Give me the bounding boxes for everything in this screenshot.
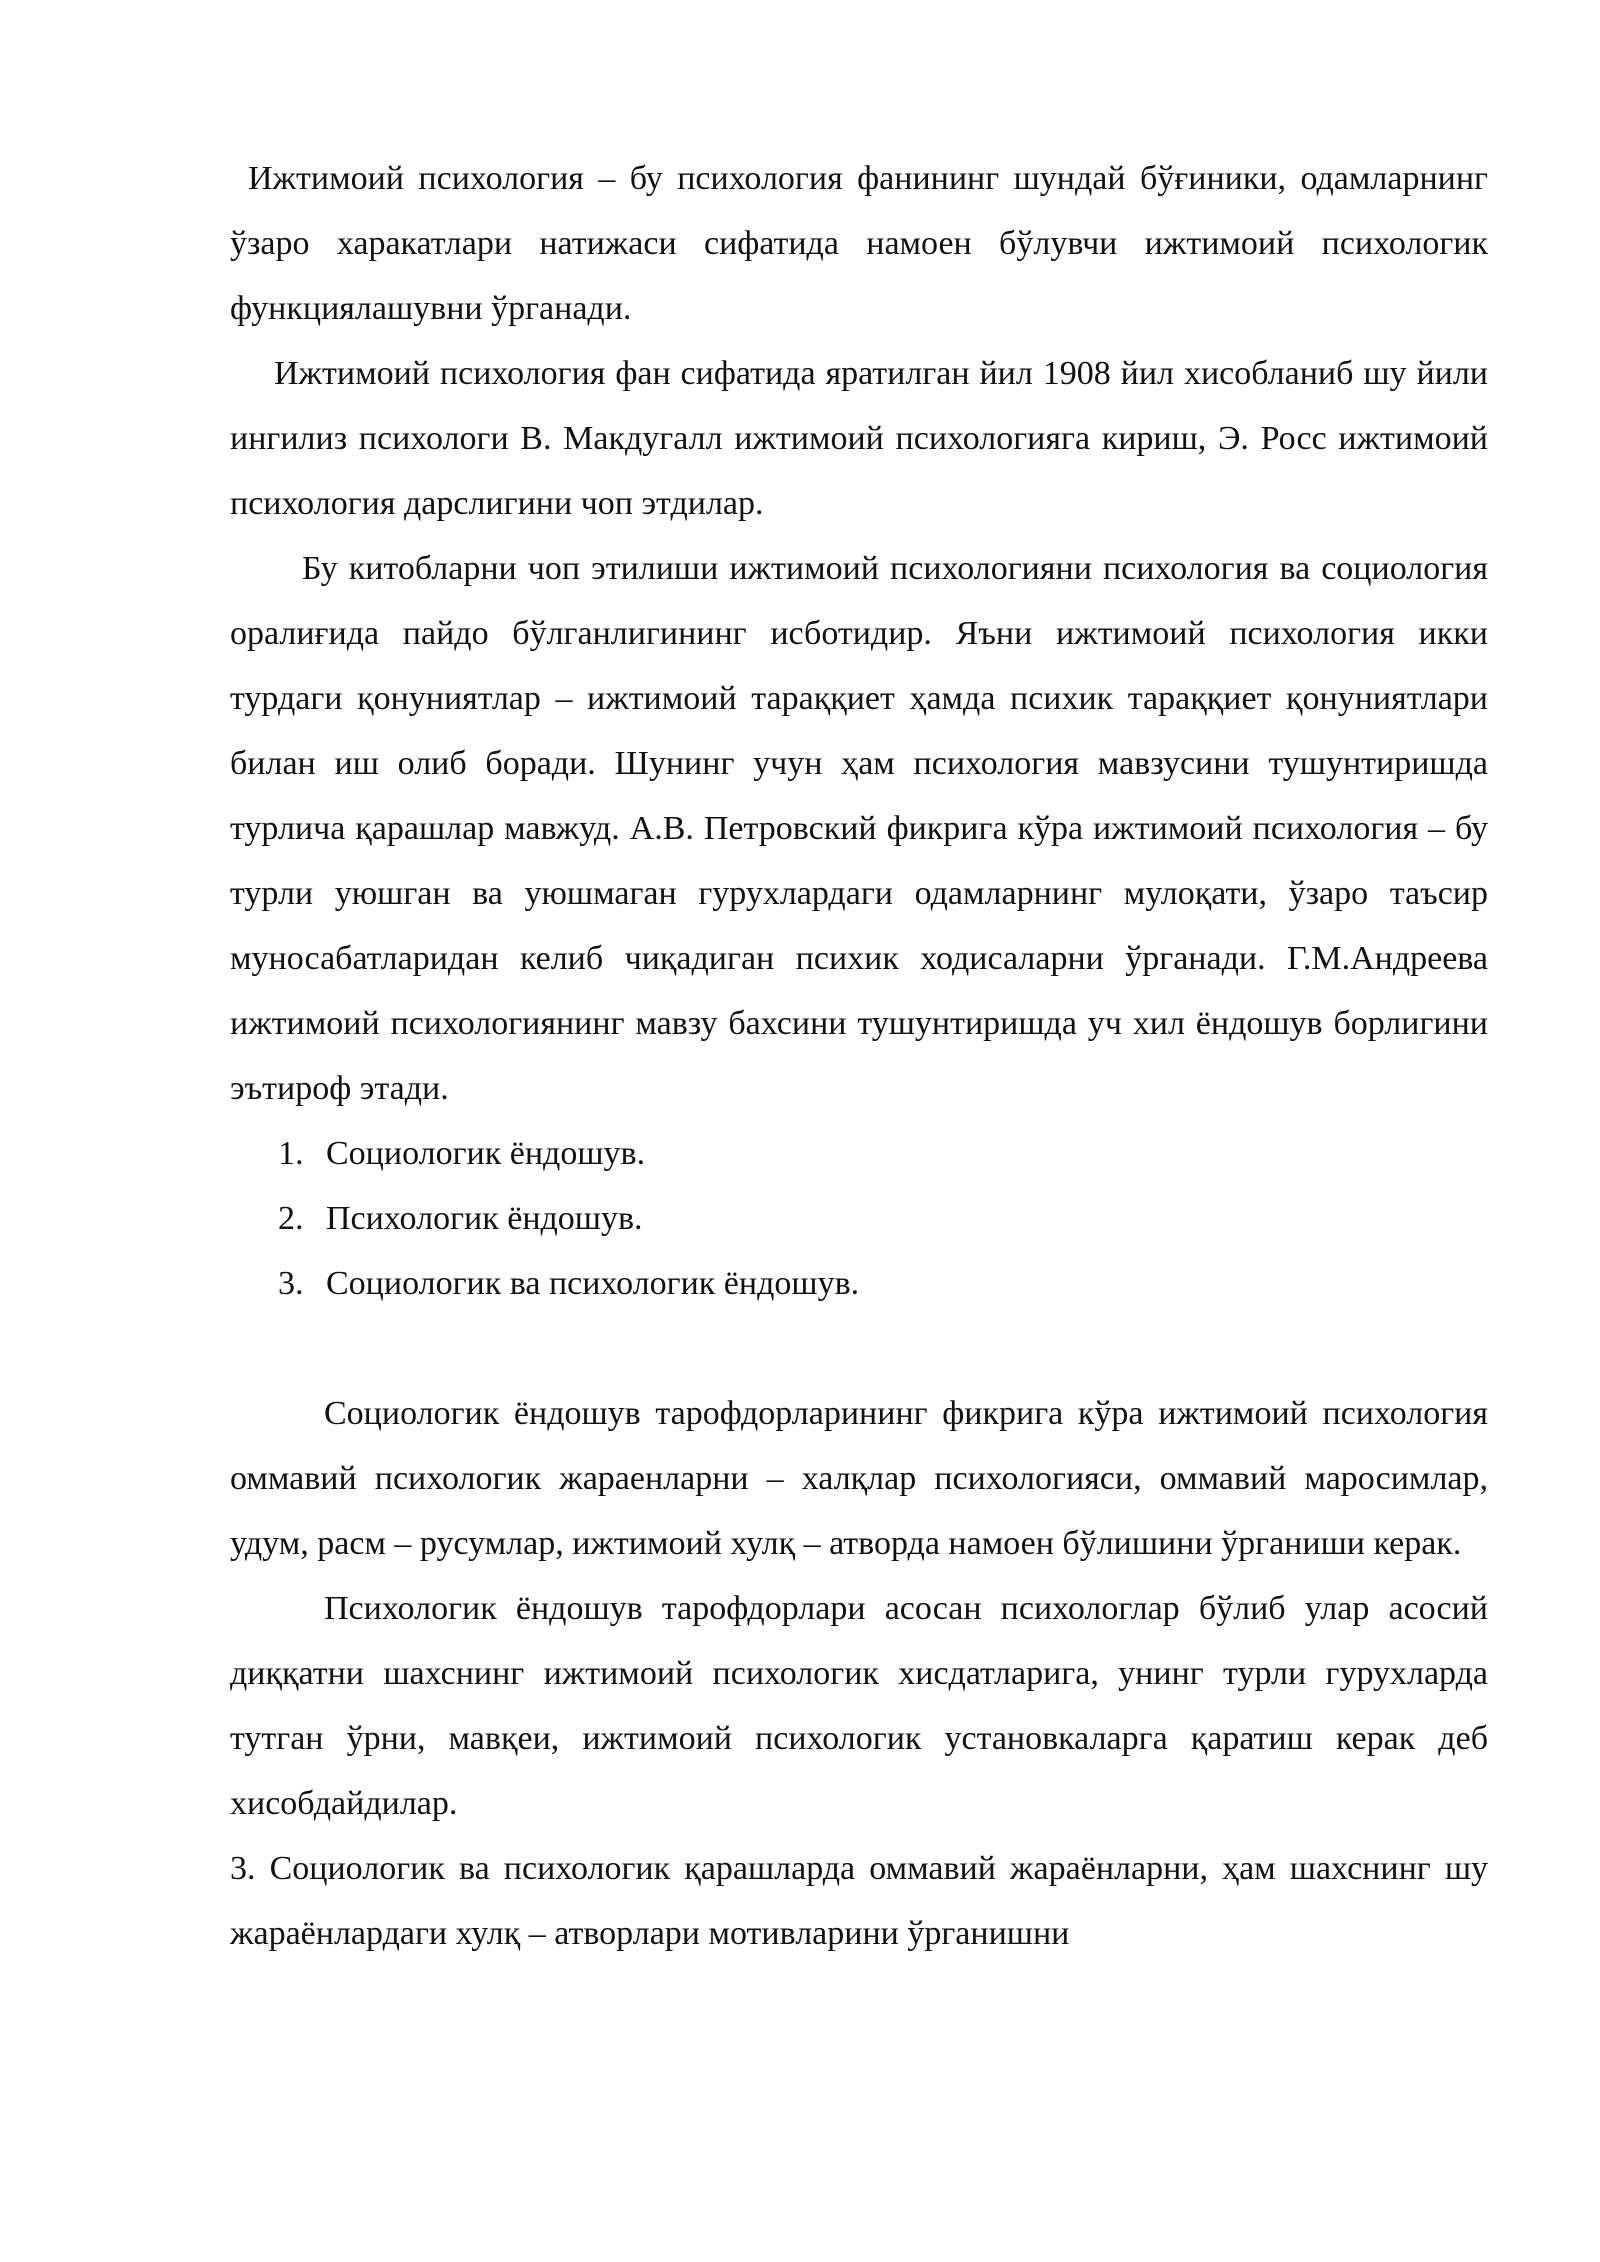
list-item-number: 2. <box>278 1200 304 1237</box>
paragraph-history: Ижтимоий психология фан сифатида яратилган йил 1908 йил хисобланиб шу йили ингилиз психологи В. Макдугалл ижтимоий психологияга кириш, Э. Росс ижтимоий психология дарслигини чоп этдилар. <box>230 355 1488 522</box>
list-item-number: 1. <box>278 1135 304 1172</box>
list-item-number: 3. <box>278 1265 304 1302</box>
list-item <box>230 1251 1488 1316</box>
list-item <box>230 1121 1488 1186</box>
document-body <box>230 146 1488 1966</box>
approaches-list <box>230 1121 1488 1316</box>
list-item-text: Социологик ёндошув. <box>326 1135 646 1172</box>
paragraph-social-psychology-definition: Ижтимоий психология – бу психология фанининг шундай бўғиники, одамларнинг ўзаро харакатлари натижаси сифатида намоен бўлувчи ижтимоий психологик функциялашувни ўрганади. <box>230 160 1488 327</box>
paragraph-interdisciplinary: Бу китобларни чоп этилиши ижтимоий психологияни психология ва социология оралиғида пайдо бўлганлигининг исботидир. Яъни ижтимоий психология икки турдаги қонуниятлар – ижтимоий тараққиет ҳамда психик тараққиет қонуниятлари билан иш олиб боради. Шунинг учун ҳам психология мавзусини тушунтиришда турлича қарашлар мавжуд. А.В. Петровский фикрига кўра ижтимоий психология – бу турли уюшган ва уюшмаган гурухлардаги одамларнинг мулоқати, ўзаро таъсир муносабатларидан келиб чиқадиган психик ходисаларни ўрганади. Г.М.Андреева ижтимоий психологиянинг мавзу бахсини тушунтиришда уч хил ёндошув борлигини эътироф этади. <box>230 550 1488 1107</box>
blank-line <box>230 1316 1488 1381</box>
list-item-text: Социологик ва психологик ёндошув. <box>326 1265 860 1302</box>
paragraph-psychological-approach: Психологик ёндошув тарофдорлари асосан психологлар бўлиб улар асосий диққатни шахснинг ижтимоий психологик хисдатларига, унинг турли гурухларда тутган ўрни, мавқеи, ижтимоий психологик установкаларга қаратиш керак деб хисобдайдилар. <box>230 1590 1488 1822</box>
list-item <box>230 1186 1488 1251</box>
paragraph-sociological-approach: Социологик ёндошув тарофдорларининг фикрига кўра ижтимоий психология оммавий психологик жараенларни – халқлар психологияси, оммавий маросимлар, удум, расм – русумлар, ижтимоий хулқ – атворда намоен бўлишини ўрганиши керак. <box>230 1395 1488 1562</box>
list-item-text: Психологик ёндошув. <box>326 1200 643 1237</box>
paragraph-combined-approach: 3. Социологик ва психологик қарашларда оммавий жараёнларни, ҳам шахснинг шу жараёнлардаги хулқ – атворлари мотивларини ўрганишни <box>230 1850 1488 1952</box>
